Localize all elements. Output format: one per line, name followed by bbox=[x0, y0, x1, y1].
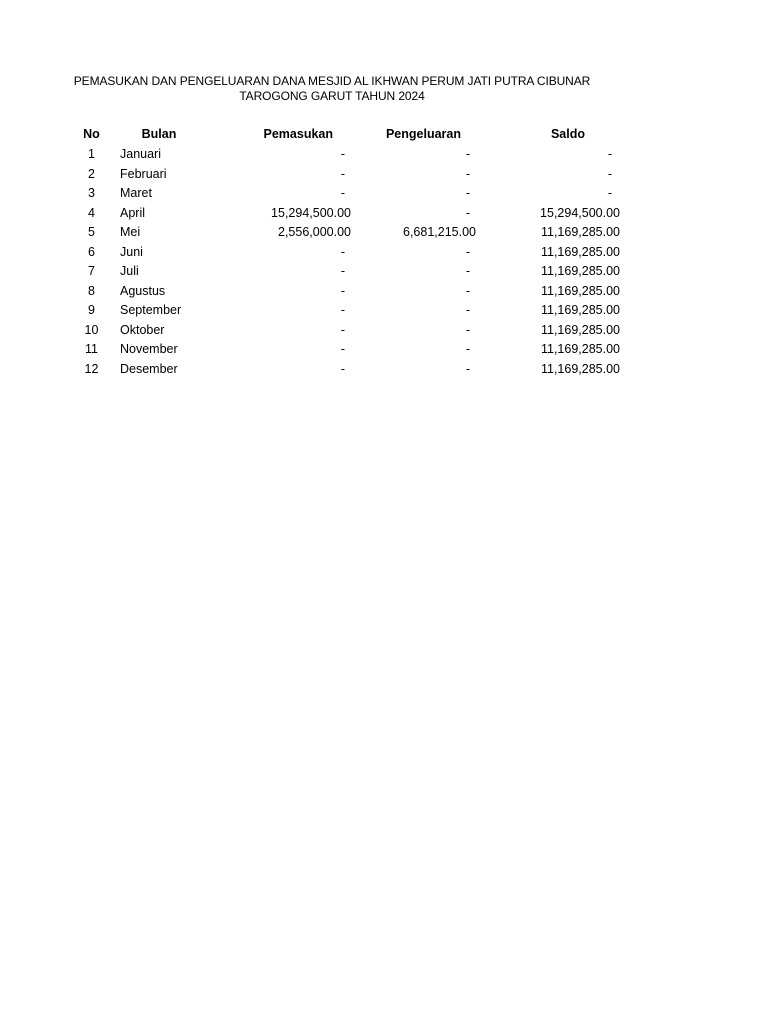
cell-bulan: Desember bbox=[120, 361, 178, 376]
cell-pengeluaran: 6,681,215.00 bbox=[403, 225, 476, 239]
cell-bulan: Januari bbox=[120, 147, 161, 161]
cell-pengeluaran: - bbox=[465, 147, 470, 161]
cell-pengeluaran: - bbox=[465, 283, 470, 298]
cell-saldo: 11,169,285.00 bbox=[540, 283, 620, 298]
cell-pemasukan: - bbox=[340, 166, 345, 181]
finance-table bbox=[75, 125, 620, 379]
cell-pengeluaran: - bbox=[465, 166, 470, 181]
cell-pengeluaran: - bbox=[465, 186, 470, 200]
cell-pemasukan: - bbox=[340, 361, 345, 376]
table-row bbox=[75, 321, 620, 341]
cell-pengeluaran: - bbox=[465, 244, 470, 259]
cell-saldo: - bbox=[607, 147, 612, 161]
cell-saldo: 15,294,500.00 bbox=[540, 205, 620, 220]
header-pemasukan: Pemasukan bbox=[263, 127, 333, 142]
cell-bulan: Juni bbox=[120, 244, 143, 259]
cell-pemasukan: - bbox=[340, 283, 345, 298]
table-row bbox=[75, 360, 620, 380]
cell-pemasukan: - bbox=[340, 244, 345, 259]
table-header-row bbox=[75, 125, 620, 145]
cell-saldo: 11,169,285.00 bbox=[540, 361, 620, 376]
table-row bbox=[75, 184, 620, 204]
cell-saldo: - bbox=[607, 186, 612, 200]
cell-pengeluaran: - bbox=[465, 303, 470, 317]
cell-no: 4 bbox=[88, 205, 95, 220]
cell-pengeluaran: - bbox=[465, 264, 470, 278]
title-line-2: TAROGONG GARUT TAHUN 2024 bbox=[239, 89, 425, 103]
header-bulan: Bulan bbox=[141, 127, 177, 142]
cell-pemasukan: - bbox=[340, 322, 345, 337]
cell-saldo: 11,169,285.00 bbox=[540, 244, 620, 259]
cell-bulan: September bbox=[120, 303, 182, 317]
cell-saldo: - bbox=[607, 166, 612, 181]
cell-pemasukan: - bbox=[340, 186, 345, 200]
cell-no: 11 bbox=[85, 342, 98, 356]
cell-no: 8 bbox=[88, 283, 95, 298]
cell-pemasukan: - bbox=[340, 342, 345, 356]
cell-no: 1 bbox=[88, 147, 95, 161]
cell-pengeluaran: - bbox=[465, 342, 470, 356]
cell-bulan: Juli bbox=[120, 264, 139, 278]
header-saldo: Saldo bbox=[550, 127, 585, 142]
title-line-1: PEMASUKAN DAN PENGELUARAN DANA MESJID AL IKHWAN PERUM JATI PUTRA CIBUNAR bbox=[73, 74, 591, 88]
cell-no: 10 bbox=[84, 322, 99, 337]
cell-bulan: Februari bbox=[120, 166, 167, 181]
cell-pemasukan: - bbox=[340, 303, 345, 317]
table-row bbox=[75, 262, 620, 282]
cell-bulan: November bbox=[120, 342, 178, 356]
cell-no: 5 bbox=[88, 225, 95, 239]
cell-bulan: April bbox=[120, 205, 146, 220]
table-row bbox=[75, 340, 620, 360]
cell-bulan: Maret bbox=[120, 186, 152, 200]
cell-pengeluaran: - bbox=[465, 322, 470, 337]
cell-bulan: Mei bbox=[120, 225, 141, 239]
cell-no: 7 bbox=[88, 264, 95, 278]
cell-pemasukan: - bbox=[340, 147, 345, 161]
table-row bbox=[75, 223, 620, 243]
cell-pemasukan: - bbox=[340, 264, 345, 278]
cell-no: 9 bbox=[88, 303, 95, 317]
header-no: No bbox=[83, 127, 100, 142]
table-row bbox=[75, 145, 620, 165]
cell-saldo: 11,169,285.00 bbox=[540, 322, 620, 337]
cell-no: 3 bbox=[88, 186, 95, 200]
table-row bbox=[75, 282, 620, 302]
table-row bbox=[75, 243, 620, 263]
document-title bbox=[62, 74, 602, 104]
cell-pengeluaran: - bbox=[465, 205, 470, 220]
cell-no: 6 bbox=[88, 244, 95, 259]
cell-pemasukan: 2,556,000.00 bbox=[278, 225, 351, 239]
cell-saldo: 11,169,285.00 bbox=[540, 303, 620, 317]
cell-saldo: 11,169,285.00 bbox=[540, 342, 620, 356]
table-row bbox=[75, 301, 620, 321]
cell-no: 2 bbox=[88, 166, 95, 181]
cell-saldo: 11,169,285.00 bbox=[540, 225, 620, 239]
table-body bbox=[75, 145, 620, 379]
table-row bbox=[75, 204, 620, 224]
cell-bulan: Oktober bbox=[120, 322, 165, 337]
cell-pemasukan: 15,294,500.00 bbox=[271, 205, 351, 220]
header-pengeluaran: Pengeluaran bbox=[385, 127, 461, 142]
table-row bbox=[75, 165, 620, 185]
cell-no: 12 bbox=[84, 361, 99, 376]
cell-pengeluaran: - bbox=[465, 361, 470, 376]
cell-bulan: Agustus bbox=[120, 283, 166, 298]
cell-saldo: 11,169,285.00 bbox=[540, 264, 620, 278]
